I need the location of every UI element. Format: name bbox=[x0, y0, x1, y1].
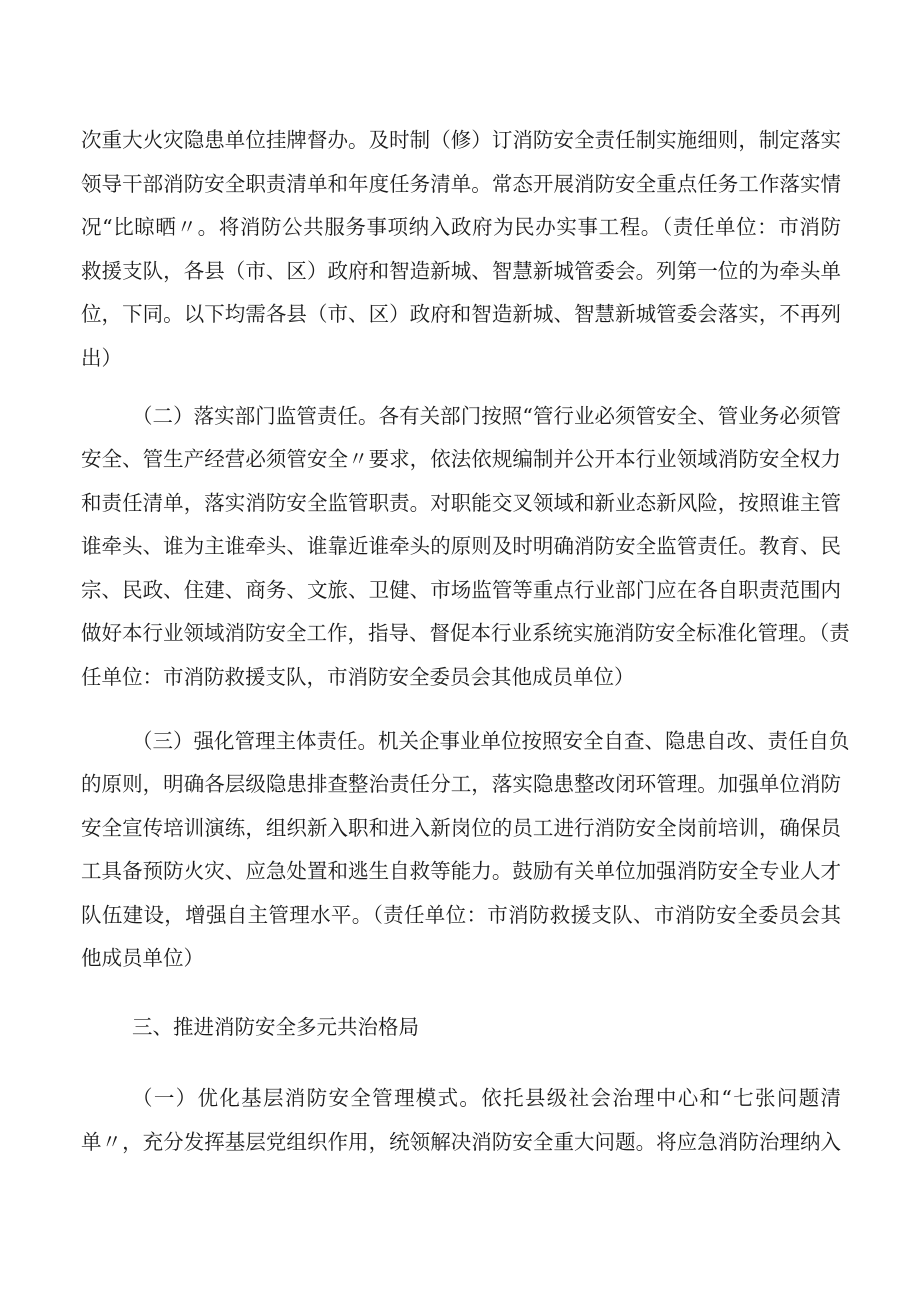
section-heading: 三、推进消防安全多元共治格局 bbox=[132, 1015, 419, 1039]
text-line: 宗、民政、住建、商务、文旅、卫健、市场监管等重点行业部门应在各自职责范围内 bbox=[81, 578, 841, 602]
text-line: 和责任清单，落实消防安全监管职责。对职能交叉领域和新业态新风险，按照谁主管 bbox=[81, 491, 841, 515]
text-line: 次重大火灾隐患单位挂牌督办。及时制（修）订消防安全责任制实施细则，制定落实 bbox=[81, 128, 841, 152]
paragraph-heading-line: （一）优化基层消防安全管理模式。依托县级社会治理中心和“七张问题清 bbox=[132, 1086, 841, 1110]
text-line: 谁牵头、谁为主谁牵头、谁靠近谁牵头的原则及时明确消防安全监管责任。教育、民 bbox=[81, 534, 841, 558]
text-line: 出） bbox=[81, 346, 122, 370]
text-line: 队伍建设，增强自主管理水平。（责任单位：市消防救援支队、市消防安全委员会其 bbox=[81, 903, 841, 927]
text-line: 的原则，明确各层级隐患排查整治责任分工，落实隐患整改闭环管理。加强单位消防 bbox=[81, 772, 841, 796]
text-line: 单〃，充分发挥基层党组织作用，统领解决消防安全重大问题。将应急消防治理纳入 bbox=[81, 1130, 841, 1154]
text-line: 领导干部消防安全职责清单和年度任务清单。常态开展消防安全重点任务工作落实情 bbox=[81, 172, 841, 196]
text-line: 安全宣传培训演练，组织新入职和进入新岗位的员工进行消防安全岗前培训，确保员 bbox=[81, 816, 841, 840]
text-line: 救援支队，各县（市、区）政府和智造新城、智慧新城管委会。列第一位的为牵头单 bbox=[81, 259, 841, 283]
text-line: 任单位：市消防救援支队，市消防安全委员会其他成员单位） bbox=[81, 665, 635, 689]
text-line: 况“比晾晒〃。将消防公共服务事项纳入政府为民办实事工程。（责任单位：市消防 bbox=[81, 215, 841, 239]
paragraph-heading-line: （二）落实部门监管责任。各有关部门按照“管行业必须管安全、管业务必须管 bbox=[132, 404, 841, 428]
text-line: 他成员单位） bbox=[81, 946, 204, 970]
text-line: 位，下同。以下均需各县（市、区）政府和智造新城、智慧新城管委会落实，不再列 bbox=[81, 302, 841, 326]
text-line: 安全、管生产经营必须管安全〃要求，依法依规编制并公开本行业领域消防安全权力 bbox=[81, 447, 841, 471]
text-line: 工具备预防火灾、应急处置和逃生自救等能力。鼓励有关单位加强消防安全专业人才 bbox=[81, 859, 841, 883]
text-line: 做好本行业领域消防安全工作，指导、督促本行业系统实施消防安全标准化管理。（责 bbox=[81, 621, 850, 645]
paragraph-heading-line: （三）强化管理主体责任。机关企事业单位按照安全自查、隐患自改、责任自负 bbox=[132, 729, 850, 753]
